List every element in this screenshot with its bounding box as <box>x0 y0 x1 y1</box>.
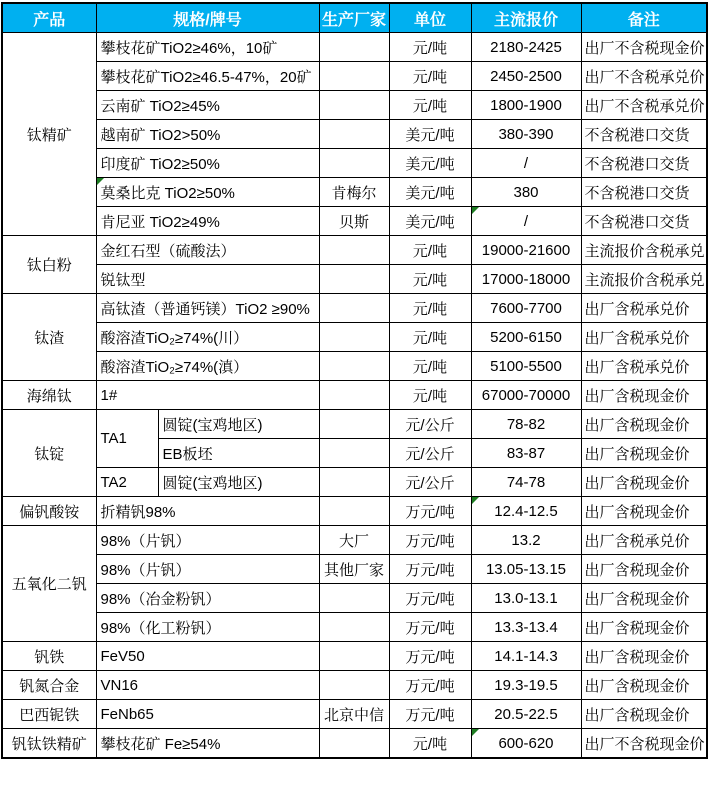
note-cell: 出厂含税现金价 <box>581 700 707 729</box>
unit-cell: 万元/吨 <box>389 584 471 613</box>
price-table-sheet <box>0 2 708 759</box>
header-product: 产品 <box>2 3 96 33</box>
unit-cell: 元/公斤 <box>389 468 471 497</box>
note-cell: 出厂含税承兑价 <box>581 323 707 352</box>
spec-cell: FeV50 <box>96 642 319 671</box>
note-cell: 出厂含税承兑价 <box>581 352 707 381</box>
price-cell: 67000-70000 <box>471 381 581 410</box>
spec-cell: 金红石型（硫酸法） <box>96 236 319 265</box>
manufacturer-cell <box>319 381 389 410</box>
note-cell: 不含税港口交货 <box>581 178 707 207</box>
table-row <box>2 207 707 236</box>
corner-flag-icon <box>472 207 479 214</box>
price-cell: 19.3-19.5 <box>471 671 581 700</box>
product-cell: 钒钛铁精矿 <box>2 729 96 759</box>
manufacturer-cell: 大厂 <box>319 526 389 555</box>
header-unit: 单位 <box>389 3 471 33</box>
manufacturer-cell <box>319 62 389 91</box>
note-cell: 主流报价含税承兑 <box>581 265 707 294</box>
unit-cell: 万元/吨 <box>389 497 471 526</box>
price-cell: 13.0-13.1 <box>471 584 581 613</box>
manufacturer-cell <box>319 729 389 759</box>
manufacturer-cell <box>319 671 389 700</box>
spec-cell: 酸溶渣TiO₂≥74%(滇） <box>96 352 319 381</box>
header-spec: 规格/牌号 <box>96 3 319 33</box>
note-cell: 出厂含税现金价 <box>581 584 707 613</box>
price-cell: 7600-7700 <box>471 294 581 323</box>
manufacturer-cell <box>319 294 389 323</box>
note-cell: 出厂含税现金价 <box>581 613 707 642</box>
table-row <box>2 410 707 439</box>
note-cell: 出厂不含税现金价 <box>581 729 707 759</box>
spec-cell: 折精钒98% <box>96 497 319 526</box>
unit-cell: 美元/吨 <box>389 149 471 178</box>
corner-flag-icon <box>97 178 104 185</box>
spec-grade-cell: TA2 <box>96 468 158 497</box>
manufacturer-cell <box>319 439 389 468</box>
spec-cell: 98%（冶金粉钒） <box>96 584 319 613</box>
unit-cell: 美元/吨 <box>389 120 471 149</box>
product-cell: 钛锭 <box>2 410 96 497</box>
price-cell: 19000-21600 <box>471 236 581 265</box>
table-row <box>2 91 707 120</box>
manufacturer-cell <box>319 642 389 671</box>
table-row <box>2 120 707 149</box>
unit-cell: 万元/吨 <box>389 526 471 555</box>
unit-cell: 万元/吨 <box>389 555 471 584</box>
spec-cell: 攀枝花矿TiO2≥46%，10矿 <box>96 33 319 62</box>
product-cell: 钒铁 <box>2 642 96 671</box>
note-cell: 出厂含税承兑价 <box>581 526 707 555</box>
unit-cell: 元/吨 <box>389 91 471 120</box>
spec-cell: 圆锭(宝鸡地区) <box>158 410 319 439</box>
table-row <box>2 62 707 91</box>
spec-cell: VN16 <box>96 671 319 700</box>
note-cell: 出厂含税现金价 <box>581 410 707 439</box>
table-row <box>2 729 707 759</box>
spec-cell: 圆锭(宝鸡地区) <box>158 468 319 497</box>
table-row <box>2 642 707 671</box>
product-cell: 钛白粉 <box>2 236 96 294</box>
unit-cell: 元/公斤 <box>389 410 471 439</box>
unit-cell: 元/吨 <box>389 33 471 62</box>
note-cell: 出厂不含税现金价 <box>581 33 707 62</box>
spec-cell: 肯尼亚 TiO2≥49% <box>96 207 319 236</box>
price-cell: 13.2 <box>471 526 581 555</box>
spec-cell: FeNb65 <box>96 700 319 729</box>
price-cell: 1800-1900 <box>471 91 581 120</box>
corner-flag-icon <box>472 729 479 736</box>
header-manufacturer: 生产厂家 <box>319 3 389 33</box>
header-price: 主流报价 <box>471 3 581 33</box>
unit-cell: 元/吨 <box>389 265 471 294</box>
unit-cell: 万元/吨 <box>389 613 471 642</box>
price-cell: 74-78 <box>471 468 581 497</box>
spec-cell: 98%（片钒） <box>96 526 319 555</box>
spec-cell: 攀枝花矿TiO2≥46.5-47%，20矿 <box>96 62 319 91</box>
price-cell <box>471 497 581 526</box>
spec-cell: 98%（片钒） <box>96 555 319 584</box>
table-row <box>2 526 707 555</box>
spec-cell: 高钛渣（普通钙镁）TiO2 ≥90% <box>96 294 319 323</box>
note-cell: 出厂含税现金价 <box>581 381 707 410</box>
table-row <box>2 381 707 410</box>
unit-cell: 元/吨 <box>389 323 471 352</box>
corner-flag-icon <box>472 497 479 504</box>
price-text: 12.4-12.5 <box>494 502 558 520</box>
product-cell: 巴西铌铁 <box>2 700 96 729</box>
table-row <box>2 613 707 642</box>
table-row <box>2 323 707 352</box>
table-row <box>2 236 707 265</box>
unit-cell: 万元/吨 <box>389 671 471 700</box>
header-note: 备注 <box>581 3 707 33</box>
note-cell: 出厂含税现金价 <box>581 671 707 700</box>
manufacturer-cell: 肯梅尔 <box>319 178 389 207</box>
table-row <box>2 671 707 700</box>
spec-cell: 锐钛型 <box>96 265 319 294</box>
unit-cell: 美元/吨 <box>389 178 471 207</box>
table-row <box>2 700 707 729</box>
price-cell: 5200-6150 <box>471 323 581 352</box>
manufacturer-cell <box>319 613 389 642</box>
price-table <box>1 2 708 759</box>
unit-cell: 元/吨 <box>389 62 471 91</box>
note-cell: 不含税港口交货 <box>581 120 707 149</box>
note-cell: 出厂含税现金价 <box>581 468 707 497</box>
table-row <box>2 352 707 381</box>
manufacturer-cell <box>319 497 389 526</box>
price-cell: 13.3-13.4 <box>471 613 581 642</box>
price-cell: 5100-5500 <box>471 352 581 381</box>
note-cell: 出厂含税现金价 <box>581 497 707 526</box>
product-cell: 钛渣 <box>2 294 96 381</box>
unit-cell: 元/吨 <box>389 381 471 410</box>
spec-grade-cell: TA1 <box>96 410 158 468</box>
spec-text: 莫桑比克 TiO2≥50% <box>100 184 235 202</box>
price-text: 600-620 <box>498 734 554 752</box>
table-row <box>2 468 707 497</box>
note-cell: 出厂含税现金价 <box>581 642 707 671</box>
manufacturer-cell <box>319 91 389 120</box>
table-row <box>2 294 707 323</box>
spec-cell: 1# <box>96 381 319 410</box>
manufacturer-cell: 北京中信 <box>319 700 389 729</box>
note-cell: 主流报价含税承兑 <box>581 236 707 265</box>
price-text: / <box>523 212 529 230</box>
product-cell: 偏钒酸铵 <box>2 497 96 526</box>
note-cell: 不含税港口交货 <box>581 149 707 178</box>
price-cell: 83-87 <box>471 439 581 468</box>
manufacturer-cell <box>319 584 389 613</box>
spec-cell: EB板坯 <box>158 439 319 468</box>
manufacturer-cell <box>319 33 389 62</box>
note-cell: 出厂不含税承兑价 <box>581 91 707 120</box>
manufacturer-cell <box>319 120 389 149</box>
price-cell <box>471 207 581 236</box>
price-cell: 78-82 <box>471 410 581 439</box>
product-cell: 五氧化二钒 <box>2 526 96 642</box>
price-cell: / <box>471 149 581 178</box>
price-cell: 380-390 <box>471 120 581 149</box>
table-row <box>2 178 707 207</box>
price-cell <box>471 729 581 759</box>
manufacturer-cell <box>319 236 389 265</box>
spec-cell: 98%（化工粉钒） <box>96 613 319 642</box>
manufacturer-cell <box>319 468 389 497</box>
price-cell: 20.5-22.5 <box>471 700 581 729</box>
spec-cell <box>96 178 319 207</box>
table-row <box>2 497 707 526</box>
manufacturer-cell <box>319 323 389 352</box>
table-row <box>2 33 707 62</box>
manufacturer-cell <box>319 149 389 178</box>
unit-cell: 元/吨 <box>389 236 471 265</box>
unit-cell: 万元/吨 <box>389 700 471 729</box>
spec-cell: 攀枝花矿 Fe≥54% <box>96 729 319 759</box>
table-row <box>2 584 707 613</box>
spec-cell: 酸溶渣TiO₂≥74%(川） <box>96 323 319 352</box>
spec-cell: 印度矿 TiO2≥50% <box>96 149 319 178</box>
note-cell: 出厂含税承兑价 <box>581 294 707 323</box>
manufacturer-cell <box>319 410 389 439</box>
unit-cell: 元/吨 <box>389 294 471 323</box>
product-cell: 海绵钛 <box>2 381 96 410</box>
price-cell: 17000-18000 <box>471 265 581 294</box>
unit-cell: 美元/吨 <box>389 207 471 236</box>
unit-cell: 元/吨 <box>389 729 471 759</box>
unit-cell: 元/公斤 <box>389 439 471 468</box>
price-cell: 380 <box>471 178 581 207</box>
table-row <box>2 149 707 178</box>
manufacturer-cell <box>319 352 389 381</box>
manufacturer-cell: 其他厂家 <box>319 555 389 584</box>
product-cell: 钛精矿 <box>2 33 96 236</box>
note-cell: 出厂含税现金价 <box>581 555 707 584</box>
product-cell: 钒氮合金 <box>2 671 96 700</box>
table-row <box>2 555 707 584</box>
unit-cell: 万元/吨 <box>389 642 471 671</box>
price-cell: 2180-2425 <box>471 33 581 62</box>
price-cell: 2450-2500 <box>471 62 581 91</box>
note-cell: 不含税港口交货 <box>581 207 707 236</box>
header-row <box>2 3 707 33</box>
note-cell: 出厂含税现金价 <box>581 439 707 468</box>
note-cell: 出厂不含税承兑价 <box>581 62 707 91</box>
manufacturer-cell <box>319 265 389 294</box>
manufacturer-cell: 贝斯 <box>319 207 389 236</box>
price-cell: 13.05-13.15 <box>471 555 581 584</box>
unit-cell: 元/吨 <box>389 352 471 381</box>
spec-cell: 云南矿 TiO2≥45% <box>96 91 319 120</box>
price-cell: 14.1-14.3 <box>471 642 581 671</box>
spec-cell: 越南矿 TiO2>50% <box>96 120 319 149</box>
table-row <box>2 265 707 294</box>
